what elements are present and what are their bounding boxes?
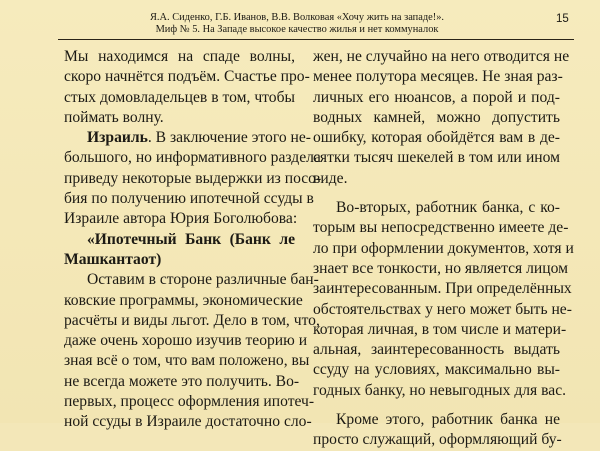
- text-line: бия по получению ипотечной ссуды в: [64, 190, 314, 208]
- text-line: приведу некоторые выдержки из посо-: [64, 169, 322, 187]
- text-line: торым вы непосредственно имеете де-: [313, 219, 569, 237]
- header-line-authors: Я.А. Сиденко, Г.Б. Иванов, В.В. Волковая «Хочу жить на западе!».: [149, 12, 444, 23]
- header-line-chapter: Миф № 5. На Западе высокое качество жилья и нет коммуналок: [155, 24, 439, 35]
- right-column: [313, 47, 574, 449]
- text-line: ссуду на условиях, максимально вы-: [313, 361, 560, 379]
- quote-heading-line: Машкантаот): [64, 250, 162, 268]
- text-line: скоро начнётся подъём. Счастье про-: [64, 68, 310, 86]
- text-line: заинтересованным. При определённых: [313, 280, 572, 298]
- header-rule: [58, 39, 574, 40]
- text-line: не всегда можете это получить. Во-: [64, 372, 300, 390]
- text-line: Израиле автора Юрия Боголюбова:: [64, 210, 298, 228]
- text-line: большого, но информативного раздела: [64, 149, 321, 167]
- text-line: Кроме этого, работник банка не: [336, 411, 560, 429]
- left-column: [64, 47, 322, 431]
- page-number: 15: [556, 13, 569, 25]
- text-line: личных его нюансов, а порой и под-: [313, 88, 560, 106]
- text-line: Во-вторых, работник банка, с ко-: [336, 199, 560, 217]
- text-line: Оставим в стороне различные бан-: [87, 271, 319, 289]
- text-line: даже очень хорошо изучив теорию и: [64, 332, 308, 350]
- running-header: [62, 12, 532, 36]
- text-line: ной ссуды в Израиле достаточно сло-: [64, 413, 312, 431]
- quote-heading-line: «Ипотечный Банк (Банк ле: [87, 230, 295, 248]
- text-line: виде.: [313, 169, 348, 187]
- text-line: годных банку, но невыгодных для вас.: [313, 381, 567, 399]
- text-line: ло при оформлении документов, хотя и: [313, 239, 574, 257]
- text-line: зная всё о том, что вам положено, вы: [64, 352, 310, 370]
- text-line: менее полутора месяцев. Не зная раз-: [313, 68, 563, 86]
- text-line: расчёты и виды льгот. Дело в том, что,: [64, 311, 320, 329]
- text-line: альная, заинтересованность выдать: [313, 341, 560, 359]
- text-line: первых, процесс оформления ипотеч-: [64, 393, 315, 411]
- text-line: ковские программы, экономические: [64, 291, 303, 309]
- text-line-israel: [64, 128, 311, 148]
- text-line: Мы находимся на спаде волны,: [64, 48, 295, 65]
- text-line: водных камней, можно допустить: [313, 108, 560, 126]
- text-line: сятки тысяч шекелей в том или ином: [313, 149, 560, 167]
- text-line: стых домовладельцев в том, чтобы: [64, 88, 295, 106]
- text-line: ошибку, которая обойдётся вам в де-: [313, 129, 560, 147]
- text-line: которая личная, в том числе и матери-: [313, 320, 567, 338]
- israel-rest: . В заключение этого не-: [147, 129, 311, 147]
- text-line: просто служащий, оформляющий бу-: [313, 431, 562, 449]
- text-line: обстоятельствах у него может быть не-: [313, 300, 572, 318]
- text-line: знает все тонкости, но является лицом: [313, 259, 568, 277]
- text-line: жен, не случайно на него отводится не: [313, 48, 570, 65]
- text-line: поймать волну.: [64, 108, 164, 126]
- israel-heading: Израиль: [87, 129, 148, 147]
